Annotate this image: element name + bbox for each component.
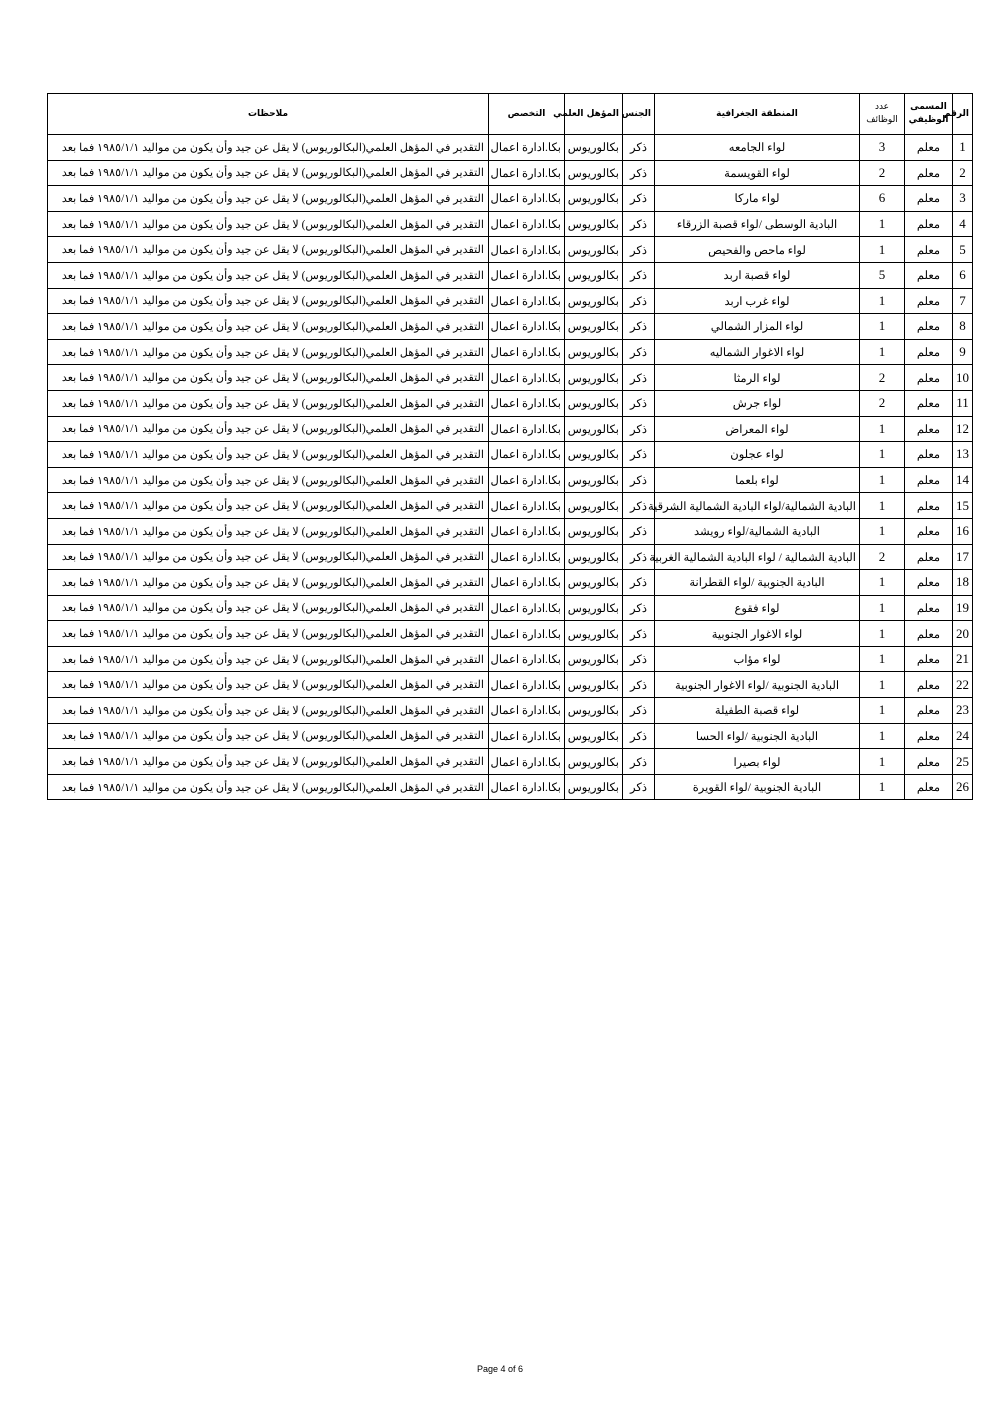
cell-major: بكا.ادارة اعمال: [489, 416, 565, 442]
cell-job-title: معلم: [905, 339, 953, 365]
cell-major: بكا.ادارة اعمال: [489, 262, 565, 288]
table-row: [48, 211, 973, 237]
cell-gender: ذكر: [623, 186, 655, 212]
cell-gender: ذكر: [623, 595, 655, 621]
cell-region: لواء الاغوار الشماليه: [655, 339, 860, 365]
cell-gender: ذكر: [623, 416, 655, 442]
cell-region: البادية الشمالية / لواء البادية الشمالية الغربية: [655, 544, 860, 570]
cell-job-title: معلم: [905, 314, 953, 340]
cell-gender: ذكر: [623, 442, 655, 468]
cell-gender: ذكر: [623, 288, 655, 314]
cell-major: بكا.ادارة اعمال: [489, 288, 565, 314]
cell-degree: بكالوريوس: [565, 390, 623, 416]
header-notes: ملاحظات: [48, 94, 489, 135]
cell-job-title: معلم: [905, 749, 953, 775]
header-job-count: عدد الوظائف: [860, 94, 905, 135]
cell-no: 17: [953, 544, 973, 570]
table-row: [48, 314, 973, 340]
cell-major: بكا.ادارة اعمال: [489, 160, 565, 186]
cell-job-count: 1: [860, 672, 905, 698]
cell-region: البادية الوسطى /لواء قصبة الزرقاء: [655, 211, 860, 237]
cell-degree: بكالوريوس: [565, 672, 623, 698]
cell-region: لواء فقوع: [655, 595, 860, 621]
table-row: [48, 160, 973, 186]
table-row: [48, 698, 973, 724]
cell-notes: التقدير في المؤهل العلمي(البكالوريوس) لا يقل عن جيد وأن يكون من مواليد ١٩٨٥/١/١ فما بعد: [48, 672, 489, 698]
cell-no: 18: [953, 570, 973, 596]
cell-job-title: معلم: [905, 774, 953, 800]
cell-no: 13: [953, 442, 973, 468]
cell-job-count: 2: [860, 544, 905, 570]
cell-job-count: 1: [860, 570, 905, 596]
cell-notes: التقدير في المؤهل العلمي(البكالوريوس) لا يقل عن جيد وأن يكون من مواليد ١٩٨٥/١/١ فما بعد: [48, 365, 489, 391]
table-row: [48, 749, 973, 775]
cell-degree: بكالوريوس: [565, 544, 623, 570]
cell-gender: ذكر: [623, 723, 655, 749]
cell-job-title: معلم: [905, 518, 953, 544]
table-row: [48, 570, 973, 596]
cell-notes: التقدير في المؤهل العلمي(البكالوريوس) لا يقل عن جيد وأن يكون من مواليد ١٩٨٥/١/١ فما بعد: [48, 723, 489, 749]
cell-gender: ذكر: [623, 493, 655, 519]
cell-region: لواء مؤاب: [655, 646, 860, 672]
cell-degree: بكالوريوس: [565, 570, 623, 596]
table-row: [48, 416, 973, 442]
cell-region: لواء ماركا: [655, 186, 860, 212]
cell-major: بكا.ادارة اعمال: [489, 518, 565, 544]
cell-job-count: 1: [860, 749, 905, 775]
cell-no: 14: [953, 467, 973, 493]
cell-job-title: معلم: [905, 416, 953, 442]
cell-notes: التقدير في المؤهل العلمي(البكالوريوس) لا يقل عن جيد وأن يكون من مواليد ١٩٨٥/١/١ فما بعد: [48, 211, 489, 237]
cell-no: 7: [953, 288, 973, 314]
table-row: [48, 595, 973, 621]
cell-region: لواء الجامعه: [655, 135, 860, 161]
cell-region: لواء ماحص والفحيص: [655, 237, 860, 263]
cell-job-title: معلم: [905, 493, 953, 519]
cell-notes: التقدير في المؤهل العلمي(البكالوريوس) لا يقل عن جيد وأن يكون من مواليد ١٩٨٥/١/١ فما بعد: [48, 774, 489, 800]
cell-job-title: معلم: [905, 442, 953, 468]
cell-no: 4: [953, 211, 973, 237]
cell-notes: التقدير في المؤهل العلمي(البكالوريوس) لا يقل عن جيد وأن يكون من مواليد ١٩٨٥/١/١ فما بعد: [48, 416, 489, 442]
cell-notes: التقدير في المؤهل العلمي(البكالوريوس) لا يقل عن جيد وأن يكون من مواليد ١٩٨٥/١/١ فما بعد: [48, 646, 489, 672]
cell-region: لواء قصبة الطفيلة: [655, 698, 860, 724]
cell-gender: ذكر: [623, 749, 655, 775]
cell-notes: التقدير في المؤهل العلمي(البكالوريوس) لا يقل عن جيد وأن يكون من مواليد ١٩٨٥/١/١ فما بعد: [48, 160, 489, 186]
table-row: [48, 723, 973, 749]
table-row: [48, 262, 973, 288]
cell-major: بكا.ادارة اعمال: [489, 723, 565, 749]
table-row: [48, 774, 973, 800]
cell-gender: ذكر: [623, 237, 655, 263]
cell-gender: ذكر: [623, 390, 655, 416]
cell-job-count: 1: [860, 723, 905, 749]
table-body: [48, 135, 973, 800]
cell-job-count: 2: [860, 365, 905, 391]
cell-major: بكا.ادارة اعمال: [489, 544, 565, 570]
table-row: [48, 390, 973, 416]
cell-degree: بكالوريوس: [565, 365, 623, 391]
cell-degree: بكالوريوس: [565, 135, 623, 161]
table-row: [48, 493, 973, 519]
header-no: الرقم: [953, 94, 973, 135]
cell-major: بكا.ادارة اعمال: [489, 621, 565, 647]
cell-region: البادية الجنوبية /لواء القويرة: [655, 774, 860, 800]
cell-major: بكا.ادارة اعمال: [489, 442, 565, 468]
cell-no: 20: [953, 621, 973, 647]
cell-degree: بكالوريوس: [565, 518, 623, 544]
cell-degree: بكالوريوس: [565, 595, 623, 621]
cell-gender: ذكر: [623, 262, 655, 288]
cell-gender: ذكر: [623, 774, 655, 800]
cell-notes: التقدير في المؤهل العلمي(البكالوريوس) لا يقل عن جيد وأن يكون من مواليد ١٩٨٥/١/١ فما بعد: [48, 314, 489, 340]
cell-no: 21: [953, 646, 973, 672]
cell-no: 10: [953, 365, 973, 391]
cell-gender: ذكر: [623, 646, 655, 672]
cell-notes: التقدير في المؤهل العلمي(البكالوريوس) لا يقل عن جيد وأن يكون من مواليد ١٩٨٥/١/١ فما بعد: [48, 339, 489, 365]
cell-degree: بكالوريوس: [565, 749, 623, 775]
cell-job-count: 1: [860, 211, 905, 237]
cell-job-count: 1: [860, 288, 905, 314]
cell-degree: بكالوريوس: [565, 262, 623, 288]
cell-region: البادية الشمالية/لواء رويشد: [655, 518, 860, 544]
cell-degree: بكالوريوس: [565, 339, 623, 365]
cell-no: 9: [953, 339, 973, 365]
cell-major: بكا.ادارة اعمال: [489, 186, 565, 212]
cell-no: 11: [953, 390, 973, 416]
header-job-title: المسمى الوظيفي: [905, 94, 953, 135]
cell-degree: بكالوريوس: [565, 646, 623, 672]
cell-no: 16: [953, 518, 973, 544]
table-row: [48, 339, 973, 365]
cell-major: بكا.ادارة اعمال: [489, 570, 565, 596]
cell-notes: التقدير في المؤهل العلمي(البكالوريوس) لا يقل عن جيد وأن يكون من مواليد ١٩٨٥/١/١ فما بعد: [48, 186, 489, 212]
cell-gender: ذكر: [623, 135, 655, 161]
cell-notes: التقدير في المؤهل العلمي(البكالوريوس) لا يقل عن جيد وأن يكون من مواليد ١٩٨٥/١/١ فما بعد: [48, 595, 489, 621]
cell-job-count: 1: [860, 467, 905, 493]
header-region: المنطقة الجغرافية: [655, 94, 860, 135]
cell-job-count: 1: [860, 646, 905, 672]
cell-gender: ذكر: [623, 518, 655, 544]
cell-major: بكا.ادارة اعمال: [489, 646, 565, 672]
cell-no: 3: [953, 186, 973, 212]
cell-no: 19: [953, 595, 973, 621]
cell-notes: التقدير في المؤهل العلمي(البكالوريوس) لا يقل عن جيد وأن يكون من مواليد ١٩٨٥/١/١ فما بعد: [48, 262, 489, 288]
cell-no: 6: [953, 262, 973, 288]
cell-gender: ذكر: [623, 621, 655, 647]
cell-degree: بكالوريوس: [565, 314, 623, 340]
cell-gender: ذكر: [623, 339, 655, 365]
cell-notes: التقدير في المؤهل العلمي(البكالوريوس) لا يقل عن جيد وأن يكون من مواليد ١٩٨٥/١/١ فما بعد: [48, 467, 489, 493]
cell-no: 5: [953, 237, 973, 263]
cell-job-count: 1: [860, 595, 905, 621]
cell-gender: ذكر: [623, 570, 655, 596]
cell-notes: التقدير في المؤهل العلمي(البكالوريوس) لا يقل عن جيد وأن يكون من مواليد ١٩٨٥/١/١ فما بعد: [48, 518, 489, 544]
cell-job-count: 1: [860, 518, 905, 544]
cell-region: لواء قصبة اربد: [655, 262, 860, 288]
cell-gender: ذكر: [623, 544, 655, 570]
cell-degree: بكالوريوس: [565, 416, 623, 442]
cell-job-count: 2: [860, 390, 905, 416]
cell-no: 8: [953, 314, 973, 340]
table-row: [48, 646, 973, 672]
cell-no: 24: [953, 723, 973, 749]
cell-job-count: 3: [860, 135, 905, 161]
cell-degree: بكالوريوس: [565, 621, 623, 647]
cell-job-count: 5: [860, 262, 905, 288]
cell-no: 15: [953, 493, 973, 519]
cell-degree: بكالوريوس: [565, 211, 623, 237]
cell-major: بكا.ادارة اعمال: [489, 467, 565, 493]
cell-region: لواء المعراض: [655, 416, 860, 442]
table-header-row: [48, 94, 973, 135]
cell-notes: التقدير في المؤهل العلمي(البكالوريوس) لا يقل عن جيد وأن يكون من مواليد ١٩٨٥/١/١ فما بعد: [48, 390, 489, 416]
cell-major: بكا.ادارة اعمال: [489, 595, 565, 621]
cell-region: لواء جرش: [655, 390, 860, 416]
cell-job-count: 1: [860, 237, 905, 263]
cell-notes: التقدير في المؤهل العلمي(البكالوريوس) لا يقل عن جيد وأن يكون من مواليد ١٩٨٥/١/١ فما بعد: [48, 621, 489, 647]
table-row: [48, 442, 973, 468]
header-major: التخصص: [489, 94, 565, 135]
page-number: Page 4 of 6: [476, 1364, 524, 1374]
cell-job-count: 1: [860, 493, 905, 519]
cell-gender: ذكر: [623, 211, 655, 237]
cell-no: 23: [953, 698, 973, 724]
cell-major: بكا.ادارة اعمال: [489, 749, 565, 775]
table-row: [48, 621, 973, 647]
cell-job-title: معلم: [905, 467, 953, 493]
cell-job-count: 1: [860, 442, 905, 468]
cell-job-title: معلم: [905, 237, 953, 263]
table-row: [48, 288, 973, 314]
cell-degree: بكالوريوس: [565, 493, 623, 519]
cell-job-count: 6: [860, 186, 905, 212]
cell-job-count: 1: [860, 774, 905, 800]
cell-region: البادية الجنوبية /لواء القطرانة: [655, 570, 860, 596]
table-row: [48, 518, 973, 544]
cell-degree: بكالوريوس: [565, 723, 623, 749]
cell-degree: بكالوريوس: [565, 467, 623, 493]
cell-gender: ذكر: [623, 160, 655, 186]
cell-notes: التقدير في المؤهل العلمي(البكالوريوس) لا يقل عن جيد وأن يكون من مواليد ١٩٨٥/١/١ فما بعد: [48, 288, 489, 314]
cell-gender: ذكر: [623, 314, 655, 340]
cell-notes: التقدير في المؤهل العلمي(البكالوريوس) لا يقل عن جيد وأن يكون من مواليد ١٩٨٥/١/١ فما بعد: [48, 493, 489, 519]
cell-major: بكا.ادارة اعمال: [489, 339, 565, 365]
cell-major: بكا.ادارة اعمال: [489, 211, 565, 237]
cell-degree: بكالوريوس: [565, 186, 623, 212]
cell-job-title: معلم: [905, 211, 953, 237]
cell-job-count: 1: [860, 416, 905, 442]
cell-region: لواء بلعما: [655, 467, 860, 493]
cell-no: 12: [953, 416, 973, 442]
cell-notes: التقدير في المؤهل العلمي(البكالوريوس) لا يقل عن جيد وأن يكون من مواليد ١٩٨٥/١/١ فما بعد: [48, 544, 489, 570]
cell-job-title: معلم: [905, 288, 953, 314]
cell-notes: التقدير في المؤهل العلمي(البكالوريوس) لا يقل عن جيد وأن يكون من مواليد ١٩٨٥/١/١ فما بعد: [48, 135, 489, 161]
header-gender: الجنس: [623, 94, 655, 135]
cell-major: بكا.ادارة اعمال: [489, 237, 565, 263]
cell-notes: التقدير في المؤهل العلمي(البكالوريوس) لا يقل عن جيد وأن يكون من مواليد ١٩٨٥/١/١ فما بعد: [48, 442, 489, 468]
cell-job-title: معلم: [905, 621, 953, 647]
cell-job-title: معلم: [905, 262, 953, 288]
cell-job-title: معلم: [905, 595, 953, 621]
cell-job-title: معلم: [905, 186, 953, 212]
cell-job-count: 1: [860, 339, 905, 365]
cell-job-count: 2: [860, 160, 905, 186]
cell-gender: ذكر: [623, 698, 655, 724]
cell-region: لواء الاغوار الجنوبية: [655, 621, 860, 647]
cell-degree: بكالوريوس: [565, 237, 623, 263]
cell-job-title: معلم: [905, 570, 953, 596]
table-row: [48, 186, 973, 212]
table-row: [48, 672, 973, 698]
cell-major: بكا.ادارة اعمال: [489, 698, 565, 724]
cell-job-count: 1: [860, 698, 905, 724]
cell-region: البادية الجنوبية /لواء الاغوار الجنوبية: [655, 672, 860, 698]
cell-job-title: معلم: [905, 698, 953, 724]
cell-notes: التقدير في المؤهل العلمي(البكالوريوس) لا يقل عن جيد وأن يكون من مواليد ١٩٨٥/١/١ فما بعد: [48, 237, 489, 263]
cell-major: بكا.ادارة اعمال: [489, 135, 565, 161]
cell-gender: ذكر: [623, 467, 655, 493]
cell-region: البادية الشمالية/لواء البادية الشمالية الشرقية: [655, 493, 860, 519]
cell-major: بكا.ادارة اعمال: [489, 314, 565, 340]
cell-region: لواء غرب اربد: [655, 288, 860, 314]
cell-job-title: معلم: [905, 390, 953, 416]
cell-notes: التقدير في المؤهل العلمي(البكالوريوس) لا يقل عن جيد وأن يكون من مواليد ١٩٨٥/١/١ فما بعد: [48, 698, 489, 724]
cell-job-title: معلم: [905, 672, 953, 698]
cell-job-title: معلم: [905, 160, 953, 186]
cell-job-count: 1: [860, 314, 905, 340]
cell-degree: بكالوريوس: [565, 160, 623, 186]
cell-degree: بكالوريوس: [565, 442, 623, 468]
cell-degree: بكالوريوس: [565, 698, 623, 724]
cell-job-title: معلم: [905, 646, 953, 672]
cell-no: 22: [953, 672, 973, 698]
cell-gender: ذكر: [623, 672, 655, 698]
cell-major: بكا.ادارة اعمال: [489, 390, 565, 416]
cell-region: لواء الرمثا: [655, 365, 860, 391]
cell-job-title: معلم: [905, 723, 953, 749]
table-row: [48, 544, 973, 570]
cell-job-count: 1: [860, 621, 905, 647]
cell-major: بكا.ادارة اعمال: [489, 672, 565, 698]
cell-major: بكا.ادارة اعمال: [489, 493, 565, 519]
cell-job-title: معلم: [905, 135, 953, 161]
cell-region: لواء بصيرا: [655, 749, 860, 775]
cell-notes: التقدير في المؤهل العلمي(البكالوريوس) لا يقل عن جيد وأن يكون من مواليد ١٩٨٥/١/١ فما بعد: [48, 570, 489, 596]
cell-no: 25: [953, 749, 973, 775]
cell-region: البادية الجنوبية /لواء الحسا: [655, 723, 860, 749]
cell-notes: التقدير في المؤهل العلمي(البكالوريوس) لا يقل عن جيد وأن يكون من مواليد ١٩٨٥/١/١ فما بعد: [48, 749, 489, 775]
cell-job-title: معلم: [905, 544, 953, 570]
table-row: [48, 237, 973, 263]
cell-gender: ذكر: [623, 365, 655, 391]
cell-no: 1: [953, 135, 973, 161]
cell-region: لواء عجلون: [655, 442, 860, 468]
cell-region: لواء المزار الشمالي: [655, 314, 860, 340]
jobs-table: [47, 93, 973, 800]
header-degree: المؤهل العلمي: [565, 94, 623, 135]
cell-degree: بكالوريوس: [565, 288, 623, 314]
table-row: [48, 365, 973, 391]
cell-major: بكا.ادارة اعمال: [489, 365, 565, 391]
cell-region: لواء القويسمة: [655, 160, 860, 186]
cell-major: بكا.ادارة اعمال: [489, 774, 565, 800]
cell-no: 2: [953, 160, 973, 186]
cell-degree: بكالوريوس: [565, 774, 623, 800]
table-row: [48, 467, 973, 493]
cell-no: 26: [953, 774, 973, 800]
table-row: [48, 135, 973, 161]
cell-job-title: معلم: [905, 365, 953, 391]
